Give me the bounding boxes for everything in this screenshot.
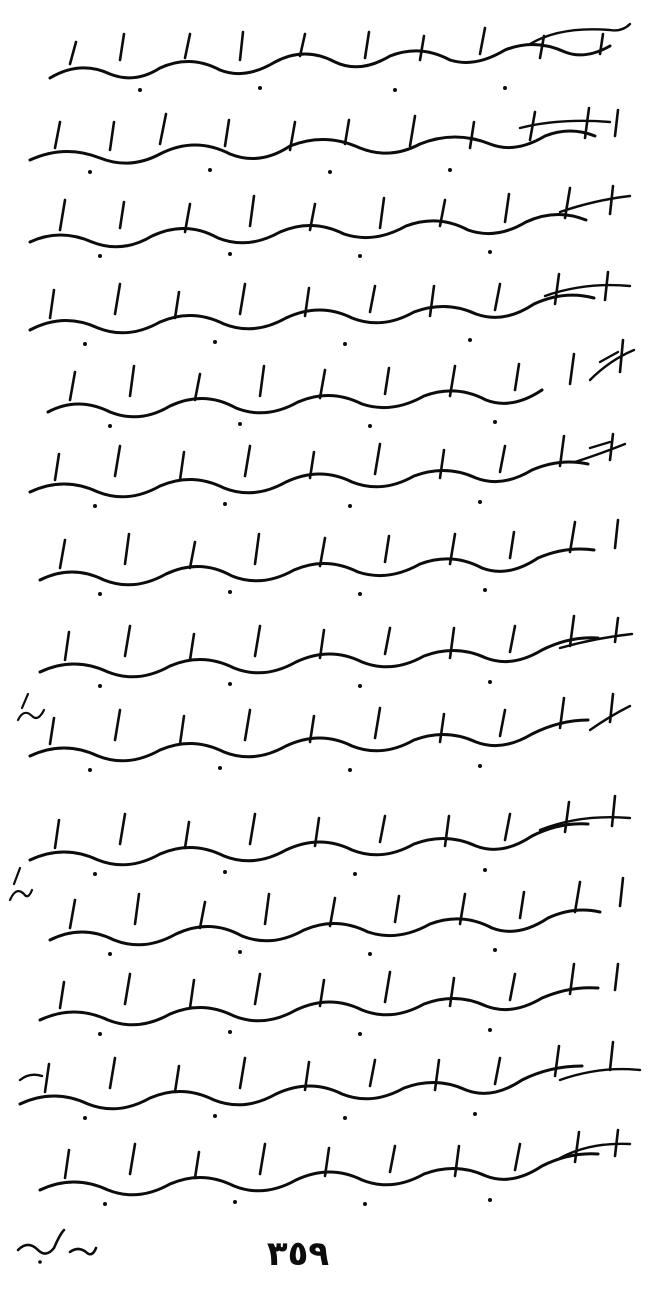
text-line-9: [18, 694, 630, 772]
text-line-12: [40, 964, 618, 1036]
text-line-11: [10, 868, 623, 956]
text-line-14: [40, 1130, 630, 1206]
text-line-7: [40, 520, 618, 596]
text-line-8: [40, 616, 632, 688]
text-line-13: [20, 1042, 640, 1120]
catchword: [18, 1230, 96, 1264]
page-number: ٣٥٩: [266, 1234, 330, 1274]
text-line-3: [30, 186, 630, 258]
text-line-2: [30, 108, 618, 174]
text-line-4: [30, 272, 630, 346]
text-line-10: [30, 796, 630, 876]
text-line-6: [30, 434, 625, 508]
text-line-5: [48, 340, 634, 428]
text-line-1: [50, 24, 630, 92]
